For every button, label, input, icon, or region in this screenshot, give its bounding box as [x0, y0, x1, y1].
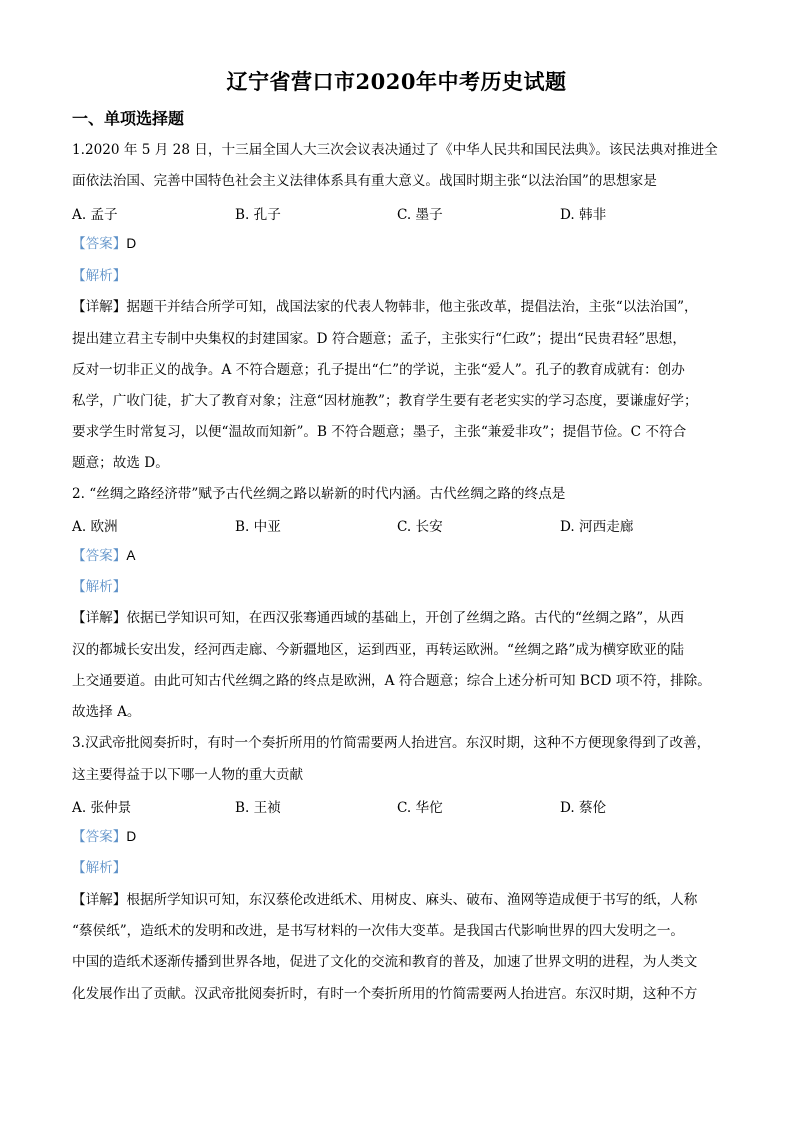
question-2-options	[72, 515, 727, 535]
question-1-detail-line-3: 反对一切非正义的战争。A 不符合题意；孔子提出“仁”的学说，主张“爱人”。孔子的教育成就有：创办	[72, 362, 685, 378]
option-b: B. 孔子	[235, 207, 281, 223]
question-2-detail-line-2: 汉的都城长安出发，经河西走廊、今新疆地区，运到西亚，再转运欧洲。“丝绸之路”成为横穿欧亚的陆	[72, 642, 685, 658]
answer-label: 【答案】	[72, 548, 127, 564]
option-a: A. 欧洲	[72, 519, 118, 535]
question-3-options	[72, 796, 727, 816]
option-c: C. 长安	[397, 519, 443, 535]
answer-value: A	[126, 548, 136, 563]
question-2-detail-line-4: 故选择 A。	[72, 704, 141, 720]
question-3-stem-line-1: 3.汉武帝批阅奏折时，有时一个奏折所用的竹简需要两人抬进宫。东汉时期，这种不方便现象得到了改善，	[72, 735, 711, 751]
option-a: A. 张仲景	[72, 800, 132, 816]
detail-label: 【详解】	[72, 299, 127, 315]
option-d: D. 河西走廊	[560, 519, 634, 535]
answer-label: 【答案】	[72, 236, 127, 252]
question-2-stem-line-1: 2. “丝绸之路经济带”赋予古代丝绸之路以崭新的时代内涵。古代丝绸之路的终点是	[72, 486, 566, 502]
section-heading: 一、单项选择题	[72, 109, 185, 128]
question-3-analysis-label	[72, 858, 727, 878]
detail-label: 【详解】	[72, 610, 127, 626]
answer-label: 【答案】	[72, 829, 127, 845]
question-1-stem-line-1: 1.2020 年 5 月 28 日，十三届全国人大三次会议表决通过了《中华人民共和国民法典》。该民法典对推进全	[72, 142, 718, 158]
detail-label: 【详解】	[72, 892, 127, 908]
question-3-detail-line-4: 化发展作出了贡献。汉武帝批阅奏折时，有时一个奏折所用的竹简需要两人抬进宫。东汉时期，这种不方	[72, 986, 698, 1002]
answer-value: D	[126, 236, 137, 251]
question-1-detail-line-6: 题意；故选 D。	[72, 455, 169, 471]
question-1-answer	[72, 234, 727, 254]
question-3-detail-line-1	[72, 890, 727, 910]
question-3-answer	[72, 827, 727, 847]
analysis-label: 【解析】	[72, 860, 127, 876]
question-2-detail-line-3: 上交通要道。由此可知古代丝绸之路的终点是欧洲，A 符合题意；综合上述分析可知 BCD 项不符，排除。	[72, 673, 711, 689]
option-d: D. 蔡伦	[560, 800, 607, 816]
question-1-detail-line-4: 私学，广收门徒，扩大了教育对象；注意“因材施教”；教育学生要有老老实实的学习态度，要谦虚好学；	[72, 393, 698, 409]
page-title: 辽宁省营口市2020年中考历史试题	[226, 69, 567, 94]
question-1-analysis-label	[72, 266, 727, 286]
option-c: C. 华佗	[397, 800, 443, 816]
question-1-detail-line-1	[72, 297, 727, 317]
option-b: B. 王祯	[235, 800, 281, 816]
option-a: A. 孟子	[72, 207, 118, 223]
question-1-detail-line-2: 提出建立君主专制中央集权的封建国家。D 符合题意；孟子，主张实行“仁政”；提出“民贵君轻”思想，	[72, 331, 686, 347]
option-c: C. 墨子	[397, 207, 443, 223]
question-3-detail-line-2: “蔡侯纸”，造纸术的发明和改进，是书写材料的一次伟大变革。是我国古代影响世界的四大发明之一。	[72, 923, 685, 939]
question-2-analysis-label	[72, 577, 727, 597]
question-3-detail-line-3: 中国的造纸术逐渐传播到世界各地，促进了文化的交流和教育的普及，加速了世界文明的进程，为人类文	[72, 954, 698, 970]
option-d: D. 韩非	[560, 207, 607, 223]
detail-text: 据题干并结合所学可知，战国法家的代表人物韩非，他主张改革，提倡法治，主张“以法治国”，	[126, 299, 698, 315]
detail-text: 依据已学知识可知，在西汉张骞通西域的基础上，开创了丝绸之路。古代的“丝绸之路”，从西	[126, 610, 685, 626]
option-b: B. 中亚	[235, 519, 281, 535]
question-2-detail-line-1	[72, 608, 727, 628]
question-1-stem-line-2: 面依法治国、完善中国特色社会主义法律体系具有重大意义。战国时期主张“以法治国”的思想家是	[72, 173, 657, 189]
analysis-label: 【解析】	[72, 579, 127, 595]
question-1-options	[72, 203, 727, 223]
detail-text: 根据所学知识可知，东汉蔡伦改进纸术、用树皮、麻头、破布、渔网等造成便于书写的纸，人称	[126, 892, 698, 908]
analysis-label: 【解析】	[72, 268, 127, 284]
question-1-detail-line-5: 要求学生时常复习，以便“温故而知新”。B 不符合题意；墨子，主张“兼爱非攻”；提倡节俭。C 不符合	[72, 424, 687, 440]
answer-value: D	[126, 829, 137, 844]
question-3-stem-line-2: 这主要得益于以下哪一人物的重大贡献	[72, 767, 304, 783]
question-2-answer	[72, 546, 727, 566]
